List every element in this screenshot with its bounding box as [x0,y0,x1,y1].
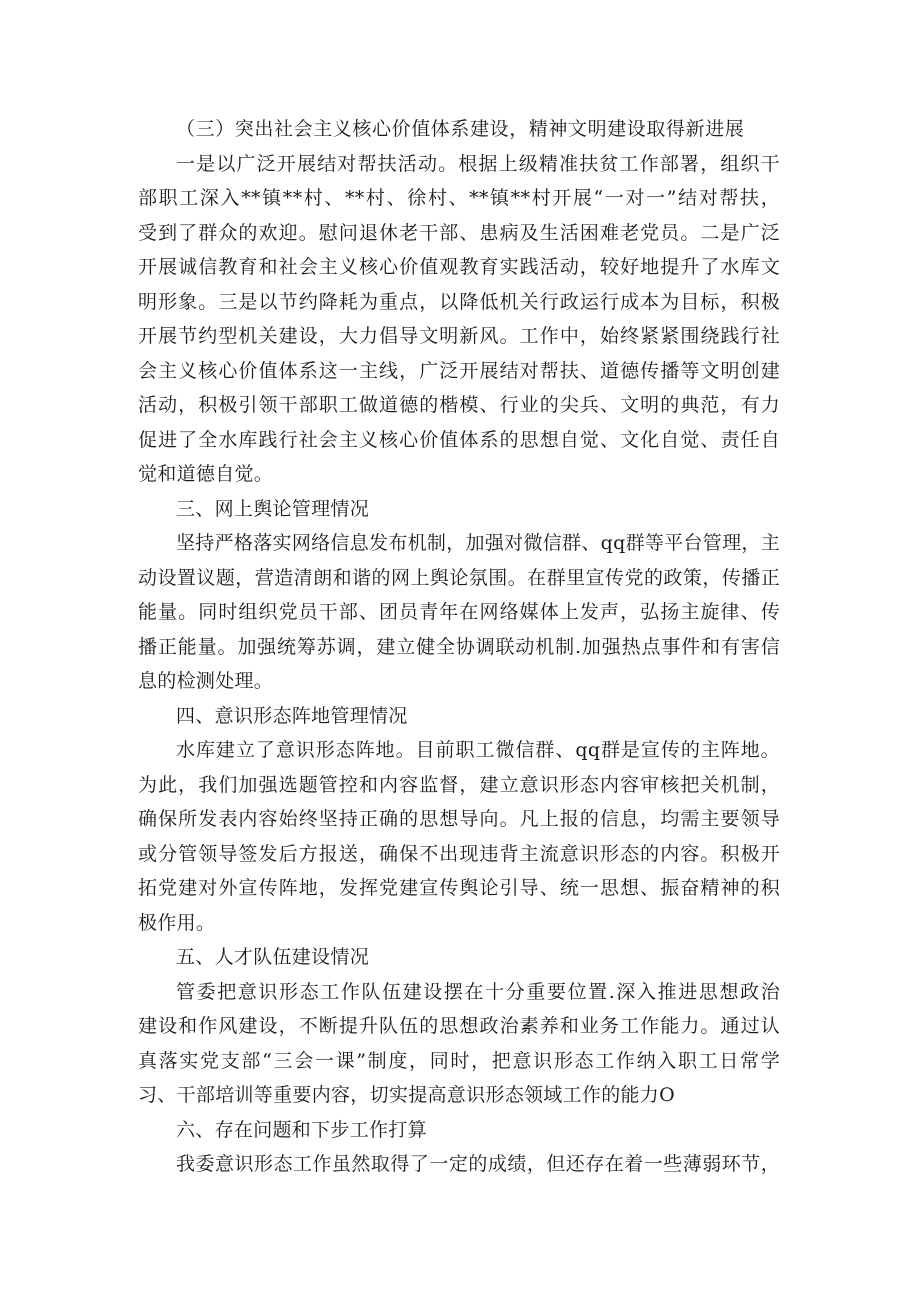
paragraph-line: 真落实党支部“三会一课”制度，同时，把意识形态工作纳入职工日常学 [138,1049,780,1072]
paragraph-line: 会主义核心价值体系这一主线，广泛开展结对帮扶、道德传播等文明创建 [138,359,780,382]
paragraph-line: 拓党建对外宣传阵地，发挥党建宣传舆论引导、统一思想、振奋精神的积 [138,877,780,899]
paragraph-line: 明形象。三是以节约降耗为重点，以降低机关行政运行成本为目标，积极 [138,290,780,313]
section-heading: 五、人才队伍建设情况 [176,946,370,968]
section-heading: 三、网上舆论管理情况 [176,497,370,520]
paragraph-line: 动设置议题，营造清朗和谐的网上舆论氛围。在群里宣传党的政策，传播正 [138,566,780,589]
paragraph-line: 极作用。 [138,911,216,934]
paragraph-line: 坚持严格落实网络信息发布机制，加强对微信群、qq群等平台管理，主 [176,532,780,554]
paragraph-line: 水库建立了意识形态阵地。目前职工微信群、qq群是宣传的主阵地。 [176,739,780,761]
section-heading: （三）突出社会主义核心价值体系建设，精神文明建设取得新进展 [176,118,745,140]
paragraph-line: 为此，我们加强选题管控和内容监督，建立意识形态内容审核把关机制， [138,773,780,796]
section-heading: 六、存在问题和下步工作打算 [176,1118,427,1141]
paragraph-line: 建设和作风建设，不断提升队伍的思想政治素养和业务工作能力。通过认 [138,1015,780,1037]
paragraph-line: 或分管领导签发后方报送，确保不出现违背主流意识形态的内容。积极开 [138,842,780,865]
paragraph-line: 活动，积极引领干部职工做道德的楷模、行业的尖兵、文明的典范，有力 [138,394,780,416]
paragraph-line: 确保所发表内容始终坚持正确的思想导向。凡上报的信息，均需主要领导 [138,808,780,830]
paragraph-line: 播正能量。加强统筹苏调，建立健全协调联动机制.加强热点事件和有害信 [138,635,780,658]
paragraph-line: 息的检测处理。 [138,670,274,692]
paragraph-line: 能量。同时组织党员干部、团员青年在网络媒体上发声，弘扬主旋律、传 [138,601,780,623]
document-page [138,112,780,1182]
paragraph-line: 开展节约型机关建设，大力倡导文明新风。工作中，始终紧紧围绕践行社 [138,325,780,347]
paragraph-line: 我委意识形态工作虽然取得了一定的成绩，但还存在着一些薄弱环节， [176,1153,780,1175]
paragraph-line: 一是以广泛开展结对帮扶活动。根据上级精准扶贫工作部署，组织干 [176,152,780,175]
paragraph-line: 觉和道德自觉。 [138,463,274,485]
paragraph-line: 管委把意识形态工作队伍建设摆在十分重要位置.深入推进思想政治 [176,980,780,1003]
paragraph-line: 部职工深入**镇**村、**村、徐村、**镇**村开展“一对一”结对帮扶， [138,187,780,209]
section-heading: 四、意识形态阵地管理情况 [176,704,408,727]
paragraph-line: 开展诚信教育和社会主义核心价值观教育实践活动，较好地提升了水库文 [138,256,780,278]
paragraph-line: 促进了全水库践行社会主义核心价值体系的思想自觉、文化自觉、责任自 [138,428,780,451]
paragraph-line: 受到了群众的欢迎。慰问退休老干部、患病及生活困难老党员。二是广泛 [138,221,780,244]
paragraph-line: 习、干部培训等重要内容，切实提高意识形态领域工作的能力O [138,1084,675,1106]
